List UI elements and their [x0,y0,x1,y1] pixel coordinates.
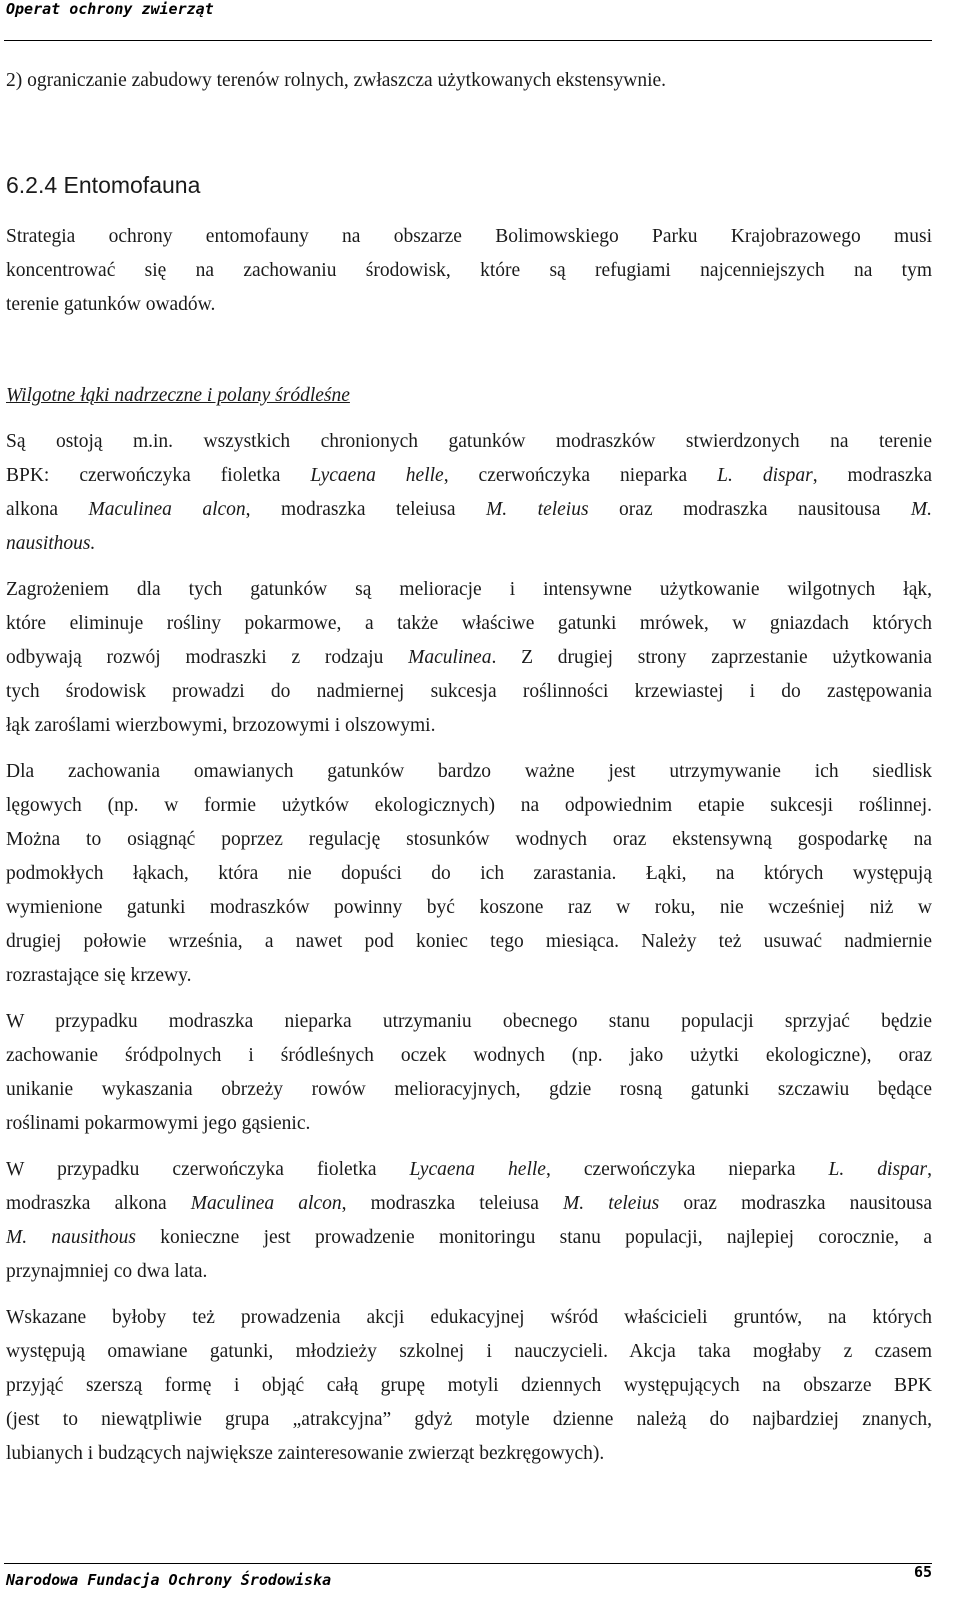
paragraph-line: alkona Maculinea alcon, modraszka teleiusa M. teleius oraz modraszka nausitousa M. [6,499,932,520]
running-header: Operat ochrony zwierząt [6,0,214,18]
paragraph-line: Zagrożeniem dla tych gatunków są melioracje i intensywne użytkowanie wilgotnych łąk, [6,579,932,600]
paragraph-line: tych środowisk prowadzi do nadmiernej sukcesja roślinności krzewiastej i do zastępowania [6,681,932,702]
paragraph-line: modraszka alkona Maculinea alcon, modraszka teleiusa M. teleius oraz modraszka nausitousa [6,1193,933,1214]
paragraph-line: nausithous. [6,533,96,554]
paragraph-line: przyjąć szerszą formę i objąć całą grupę motyli dziennych występujących na obszarze BPK [6,1375,932,1396]
footer-rule [4,1563,932,1564]
paragraph-line: drugiej połowie września, a nawet pod koniec tego miesiąca. Należy też usuwać nadmiernie [6,931,932,952]
paragraph-line: (jest to niewątpliwie grupa „atrakcyjna” gdyż motyle dzienne należą do najbardziej znanych, [6,1409,932,1430]
list-item-2: 2) ograniczanie zabudowy terenów rolnych, zwłaszcza użytkowanych ekstensywnie. [6,70,667,91]
paragraph-line: które eliminuje rośliny pokarmowe, a także właściwe gatunki mrówek, w gniazdach których [6,613,932,634]
subsection-heading: Wilgotne łąki nadrzeczne i polany śródleśne [6,385,350,406]
intro-line: koncentrować się na zachowaniu środowisk, które są refugiami najcenniejszych na tym [6,260,932,281]
paragraph-line: Dla zachowania omawianych gatunków bardzo ważne jest utrzymywanie ich siedlisk [6,761,932,782]
intro-line: terenie gatunków owadów. [6,294,216,315]
paragraph-line: roślinami pokarmowymi jego gąsienic. [6,1113,311,1134]
paragraph-line: podmokłych łąkach, która nie dopuści do ich zarastania. Łąki, na których występują [6,863,932,884]
paragraph-line: występują omawiane gatunki, młodzieży szkolnej i nauczycieli. Akcja taka mogłaby z czasem [6,1341,932,1362]
paragraph-line: M. nausithous konieczne jest prowadzenie monitoringu stanu populacji, najlepiej corocznie, a [6,1227,932,1248]
header-rule [4,40,932,41]
paragraph-line: lubianych i budzących największe zainteresowanie zwierząt bezkręgowych). [6,1443,605,1464]
paragraph-line: zachowanie śródpolnych i śródleśnych oczek wodnych (np. jako użytki ekologiczne), oraz [6,1045,932,1066]
paragraph-line: Są ostoją m.in. wszystkich chronionych gatunków modraszków stwierdzonych na terenie [6,431,932,452]
paragraph-line: rozrastające się krzewy. [6,965,192,986]
page-number: 65 [913,1563,932,1581]
paragraph-line: lęgowych (np. w formie użytków ekologicznych) na odpowiednim etapie sukcesji roślinnej. [6,795,932,816]
section-heading: 6.2.4 Entomofauna [6,172,201,198]
footer-organization: Narodowa Fundacja Ochrony Środowiska [6,1571,332,1589]
paragraph-line: Wskazane byłoby też prowadzenia akcji edukacyjnej wśród właścicieli gruntów, na których [6,1307,932,1328]
paragraph-line: wymienione gatunki modraszków powinny być koszone raz w roku, nie wcześniej niż w [6,897,932,918]
paragraph-line: unikanie wykaszania obrzeży rowów melioracyjnych, gdzie rosną gatunki szczawiu będące [6,1079,932,1100]
paragraph-line: W przypadku czerwończyka fioletka Lycaena helle, czerwończyka nieparka L. dispar, [6,1159,932,1180]
intro-line: Strategia ochrony entomofauny na obszarze Bolimowskiego Parku Krajobrazowego musi [6,226,932,247]
paragraph-line: BPK: czerwończyka fioletka Lycaena helle, czerwończyka nieparka L. dispar, modraszka [6,465,933,486]
paragraph-line: Można to osiągnąć poprzez regulację stosunków wodnych oraz ekstensywną gospodarkę na [6,829,932,850]
paragraph-line: przynajmniej co dwa lata. [6,1261,208,1282]
paragraph-line: odbywają rozwój modraszki z rodzaju Maculinea. Z drugiej strony zaprzestanie użytkowania [6,647,932,668]
paragraph-line: łąk zaroślami wierzbowymi, brzozowymi i olszowymi. [6,715,436,736]
paragraph-line: W przypadku modraszka nieparka utrzymaniu obecnego stanu populacji sprzyjać będzie [6,1011,932,1032]
